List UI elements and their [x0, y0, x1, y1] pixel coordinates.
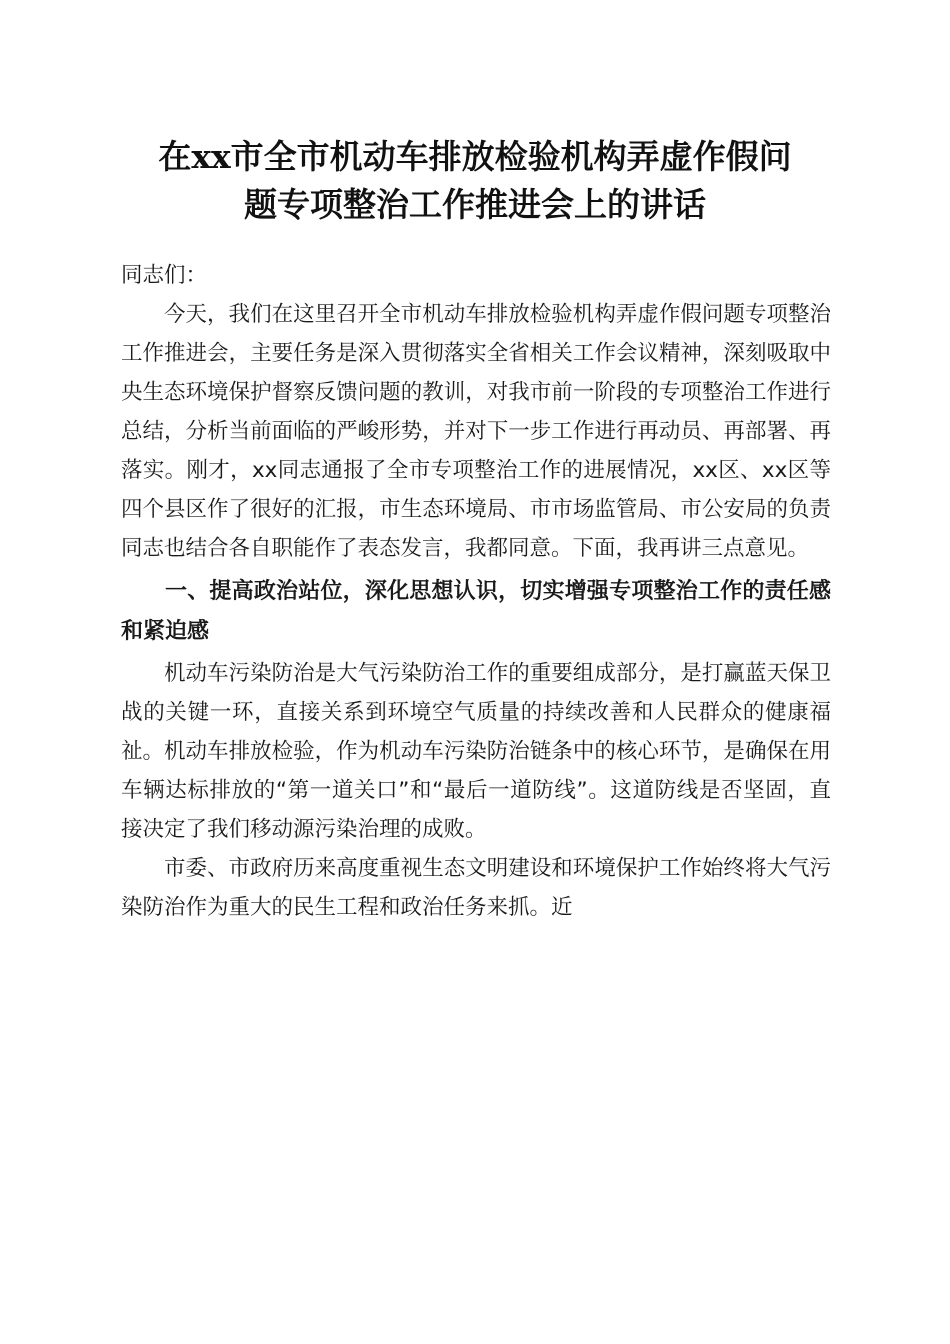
section-heading-1: 一、提高政治站位，深化思想认识，切实增强专项整治工作的责任感和紧迫感: [121, 579, 831, 644]
document-body: [121, 256, 831, 927]
paragraph-intro: 今天，我们在这里召开全市机动车排放检验机构弄虚作假问题专项整治工作推进会，主要任务是深入贯彻落实全省相关工作会议精神，深刻吸取中央生态环境保护督察反馈问题的教训，对我市前一阶段的专项整治工作进行总结，分析当前面临的严峻形势，并对下一步工作进行再动员、再部署、再落实。刚才，xx同志通报了全市专项整治工作的进展情况，xx区、xx区等四个县区作了很好的汇报，市生态环境局、市市场监管局、市公安局的负责同志也结合各自职能作了表态发言，我都同意。下面，我再讲三点意见。: [121, 302, 831, 561]
paragraph-municipal-attention: 市委、市政府历来高度重视生态文明建设和环境保护工作始终将大气污染防治作为重大的民生工程和政治任务来抓。近: [121, 856, 831, 920]
salutation: 同志们：: [121, 263, 208, 288]
title-line-1: 在xx市全市机动车排放检验机构弄虚作假问: [158, 137, 792, 176]
title-line-2: 题专项整治工作推进会上的讲话: [244, 185, 706, 224]
paragraph-vehicle-pollution: 机动车污染防治是大气污染防治工作的重要组成部分，是打赢蓝天保卫战的关键一环，直接关系到环境空气质量的持续改善和人民群众的健康福祉。机动车排放检验，作为机动车污染防治链条中的核心环节，是确保在用车辆达标排放的“第一道关口”和“最后一道防线”。这道防线是否坚固，直接决定了我们移动源污染治理的成败。: [121, 661, 831, 842]
document-title: [100, 133, 850, 229]
